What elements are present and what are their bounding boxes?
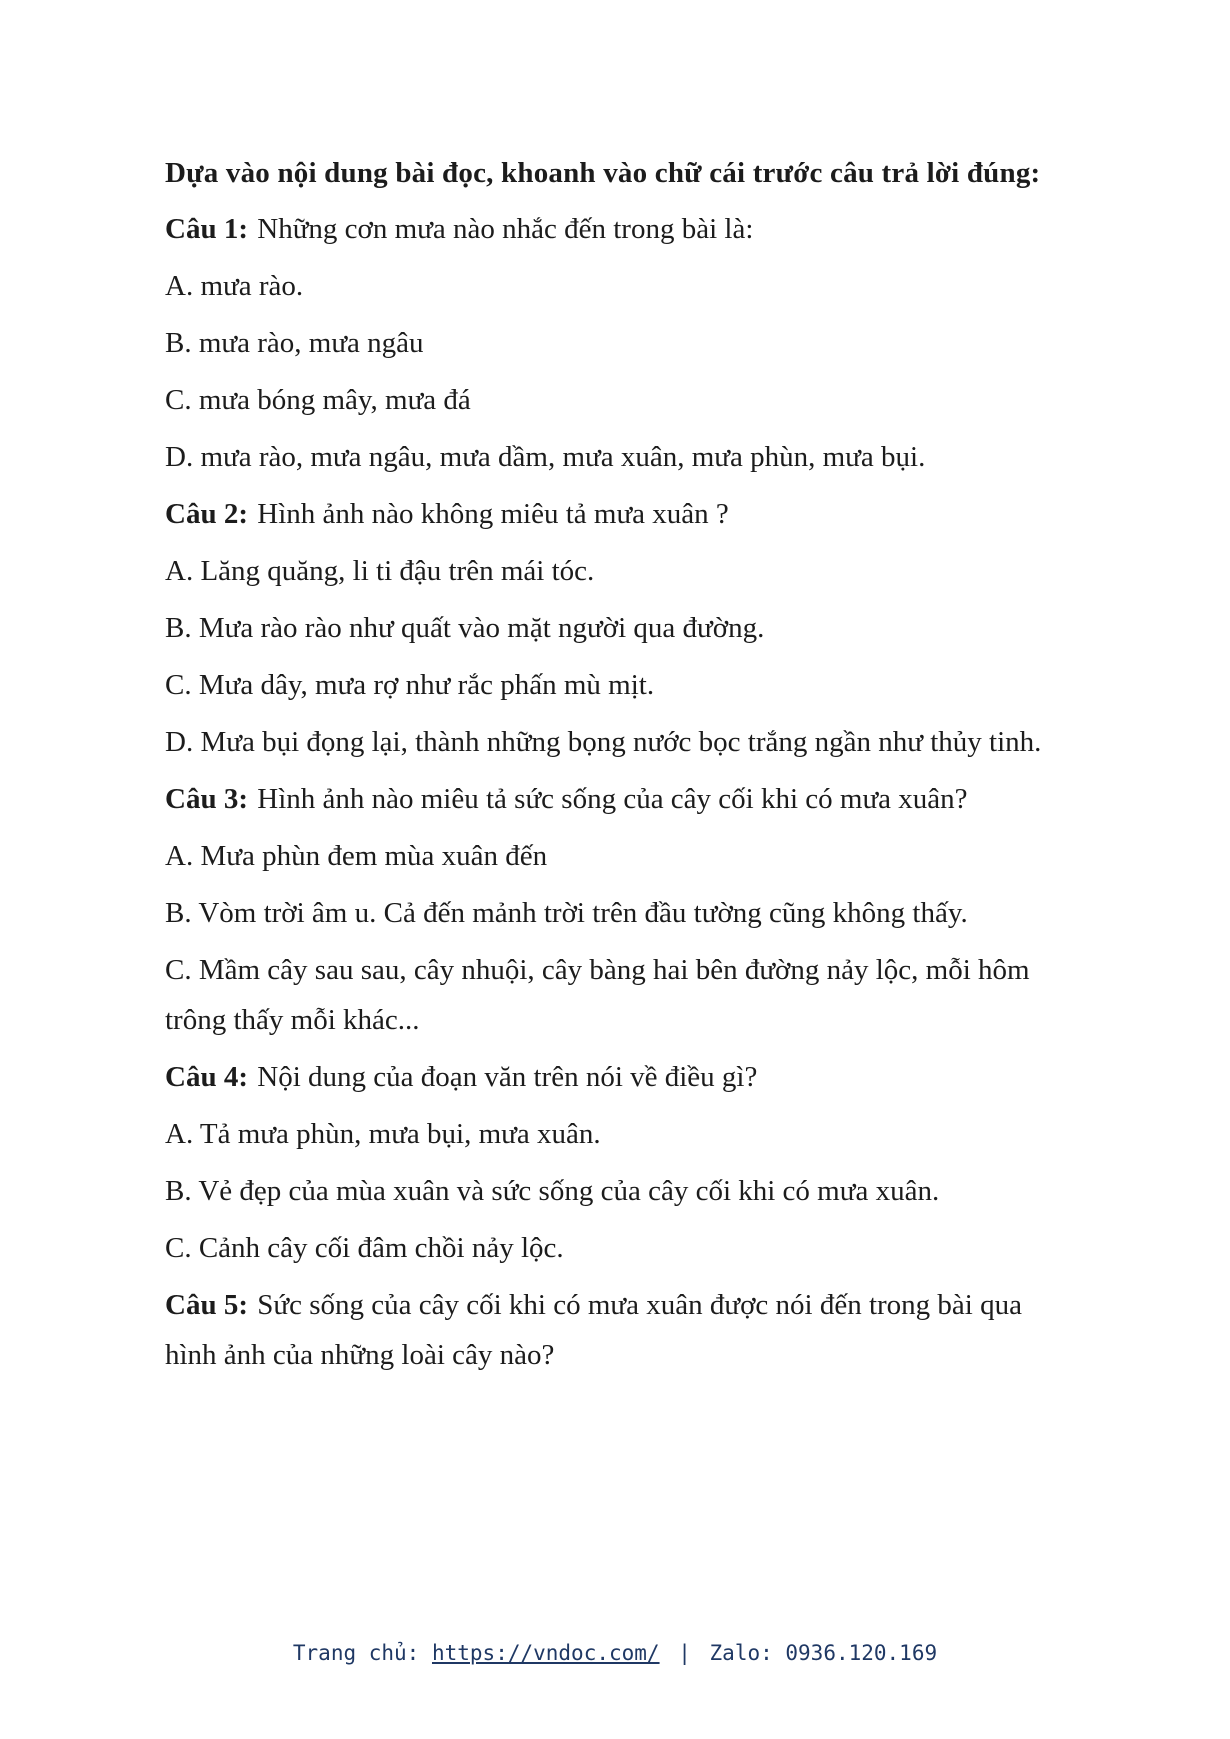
question-5 (165, 1280, 1077, 1380)
question-5-label: Câu 5: (165, 1289, 248, 1321)
question-3-option-a: A. Mưa phùn đem mùa xuân đến (165, 840, 548, 872)
footer-zalo-label: Zalo: 0936.120.169 (709, 1641, 938, 1665)
worksheet-content (165, 148, 1077, 1387)
page-footer (0, 1641, 1230, 1665)
question-5-heading (165, 1280, 1077, 1380)
question-3-heading (165, 774, 1077, 824)
question-3-label: Câu 3: (165, 783, 248, 815)
instruction-heading: Dựa vào nội dung bài đọc, khoanh vào chữ cái trước câu trả lời đúng: (165, 157, 1041, 189)
question-2-option-c: C. Mưa dây, mưa rợ như rắc phấn mù mịt. (165, 669, 655, 701)
question-4-label: Câu 4: (165, 1061, 248, 1093)
question-2-option-a: A. Lăng quăng, li ti đậu trên mái tóc. (165, 555, 595, 587)
question-1-label: Câu 1: (165, 213, 248, 245)
question-2-option-b: B. Mưa rào rào như quất vào mặt người qua đường. (165, 612, 765, 644)
question-3-text: Hình ảnh nào miêu tả sức sống của cây cối khi có mưa xuân? (257, 783, 968, 815)
question-5-text: Sức sống của cây cối khi có mưa xuân được nói đến trong bài qua hình ảnh của những loài cây nào? (165, 1289, 1022, 1371)
question-2-heading (165, 489, 1077, 539)
question-1-option-c: C. mưa bóng mây, mưa đá (165, 384, 471, 416)
footer-home-link[interactable]: https://vndoc.com/ (431, 1641, 660, 1665)
footer-separator: | (678, 1641, 691, 1665)
question-1-option-b: B. mưa rào, mưa ngâu (165, 327, 424, 359)
question-3 (165, 774, 1077, 1045)
question-4-heading (165, 1052, 1077, 1102)
footer-home-label: Trang chủ: (292, 1641, 420, 1665)
question-2-option-d: D. Mưa bụi đọng lại, thành những bọng nước bọc trắng ngần như thủy tinh. (165, 726, 1042, 758)
question-4 (165, 1052, 1077, 1273)
question-4-text: Nội dung của đoạn văn trên nói về điều gì? (257, 1061, 758, 1093)
question-1-text: Những cơn mưa nào nhắc đến trong bài là: (257, 213, 754, 245)
question-4-option-b: B. Vẻ đẹp của mùa xuân và sức sống của cây cối khi có mưa xuân. (165, 1175, 940, 1207)
question-4-option-a: A. Tả mưa phùn, mưa bụi, mưa xuân. (165, 1118, 601, 1150)
question-2 (165, 489, 1077, 767)
question-1-option-a: A. mưa rào. (165, 270, 304, 302)
question-3-option-b: B. Vòm trời âm u. Cả đến mảnh trời trên đầu tường cũng không thấy. (165, 897, 968, 929)
question-1-heading (165, 204, 1077, 254)
question-4-option-c: C. Cảnh cây cối đâm chồi nảy lộc. (165, 1232, 564, 1264)
question-2-label: Câu 2: (165, 498, 248, 530)
question-2-text: Hình ảnh nào không miêu tả mưa xuân ? (257, 498, 729, 530)
question-3-option-c: C. Mầm cây sau sau, cây nhuội, cây bàng hai bên đường nảy lộc, mỗi hôm trông thấy mỗi khác... (165, 954, 1030, 1036)
question-1 (165, 204, 1077, 482)
question-1-option-d: D. mưa rào, mưa ngâu, mưa dầm, mưa xuân, mưa phùn, mưa bụi. (165, 441, 926, 473)
